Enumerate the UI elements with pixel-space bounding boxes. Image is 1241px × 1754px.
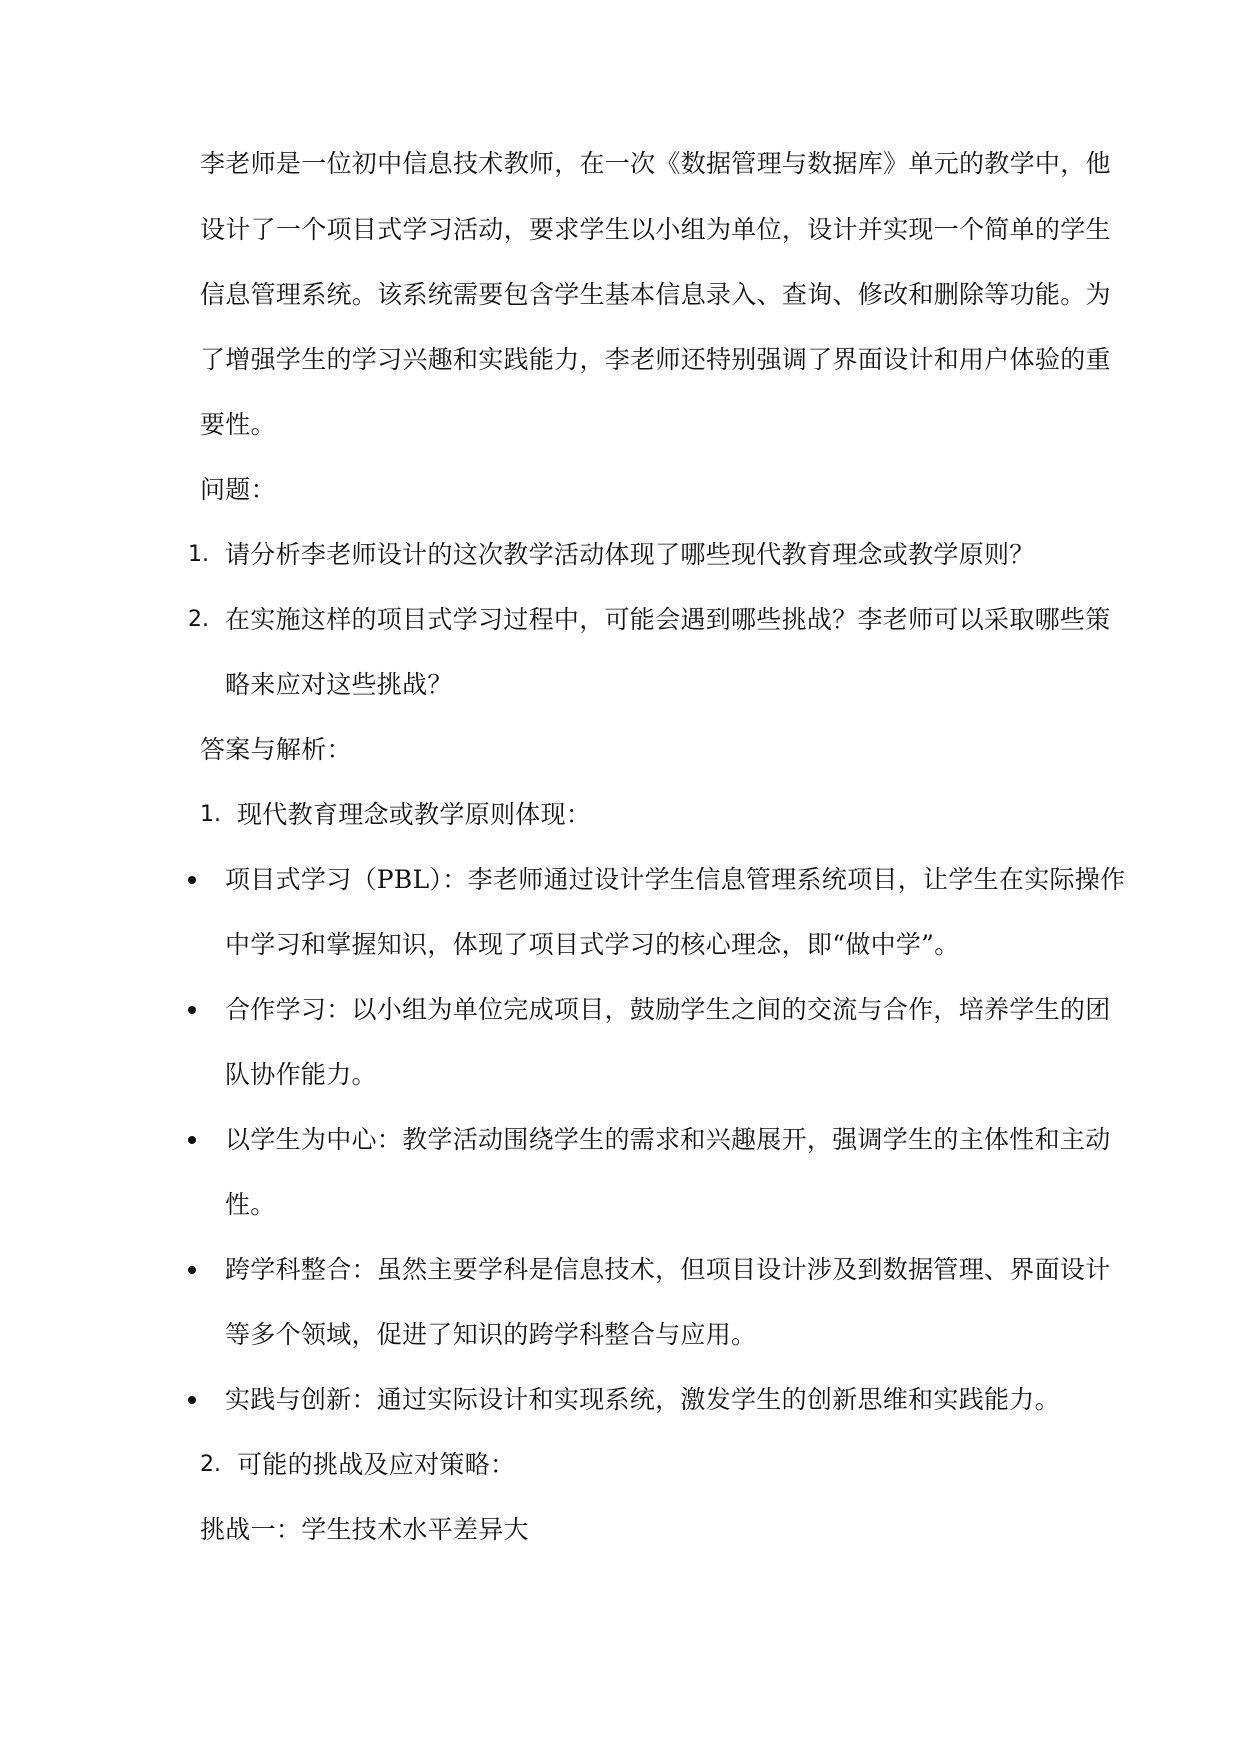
challenge-1-heading: 挑战一：学生技术水平差异大	[200, 1515, 529, 1544]
bullet-2-line-1: 合作学习：以小组为单位完成项目，鼓励学生之间的交流与合作，培养学生的团	[225, 995, 1111, 1024]
question-2-line-1: 在实施这样的项目式学习过程中，可能会遇到哪些挑战？李老师可以采取哪些策	[225, 605, 1111, 634]
questions-heading: 问题：	[200, 475, 276, 504]
bullet-dot-icon	[188, 1266, 196, 1274]
bullet-4-line-2: 等多个领域，促进了知识的跨学科整合与应用。	[225, 1320, 757, 1349]
answer-section-2-number: 2.	[200, 1452, 221, 1477]
intro-line-5: 要性。	[200, 410, 276, 439]
question-2-number: 2.	[188, 607, 209, 632]
bullet-dot-icon	[188, 1396, 196, 1404]
bullet-1-line-1: 项目式学习（PBL）：李老师通过设计学生信息管理系统项目，让学生在实际操作	[225, 865, 1126, 894]
intro-line-3: 信息管理系统。该系统需要包含学生基本信息录入、查询、修改和删除等功能。为	[200, 280, 1111, 309]
bullet-2-line-2: 队协作能力。	[225, 1060, 377, 1089]
answer-section-1-title: 现代教育理念或教学原则体现：	[237, 800, 592, 829]
bullet-dot-icon	[188, 1136, 196, 1144]
intro-line-4: 了增强学生的学习兴趣和实践能力，李老师还特别强调了界面设计和用户体验的重	[200, 345, 1111, 374]
bullet-3-line-2: 性。	[225, 1190, 276, 1219]
bullet-dot-icon	[188, 1006, 196, 1014]
answer-section-2-title: 可能的挑战及应对策略：	[237, 1450, 516, 1479]
bullet-5-line-1: 实践与创新：通过实际设计和实现系统，激发学生的创新思维和实践能力。	[225, 1385, 1060, 1414]
intro-line-2: 设计了一个项目式学习活动，要求学生以小组为单位，设计并实现一个简单的学生	[200, 215, 1111, 244]
bullet-4-line-1: 跨学科整合：虽然主要学科是信息技术，但项目设计涉及到数据管理、界面设计	[225, 1255, 1111, 1284]
question-1-number: 1.	[188, 542, 209, 567]
answers-heading: 答案与解析：	[200, 735, 352, 764]
answer-section-1-number: 1.	[200, 802, 221, 827]
intro-line-1: 李老师是一位初中信息技术教师，在一次《数据管理与数据库》单元的教学中，他	[200, 149, 1111, 178]
question-2-line-2: 略来应对这些挑战？	[225, 670, 453, 699]
bullet-dot-icon	[188, 876, 196, 884]
bullet-3-line-1: 以学生为中心：教学活动围绕学生的需求和兴趣展开，强调学生的主体性和主动	[225, 1125, 1111, 1154]
bullet-1-line-2: 中学习和掌握知识，体现了项目式学习的核心理念，即“做中学”。	[225, 930, 960, 959]
question-1-text: 请分析李老师设计的这次教学活动体现了哪些现代教育理念或教学原则？	[225, 540, 1035, 569]
